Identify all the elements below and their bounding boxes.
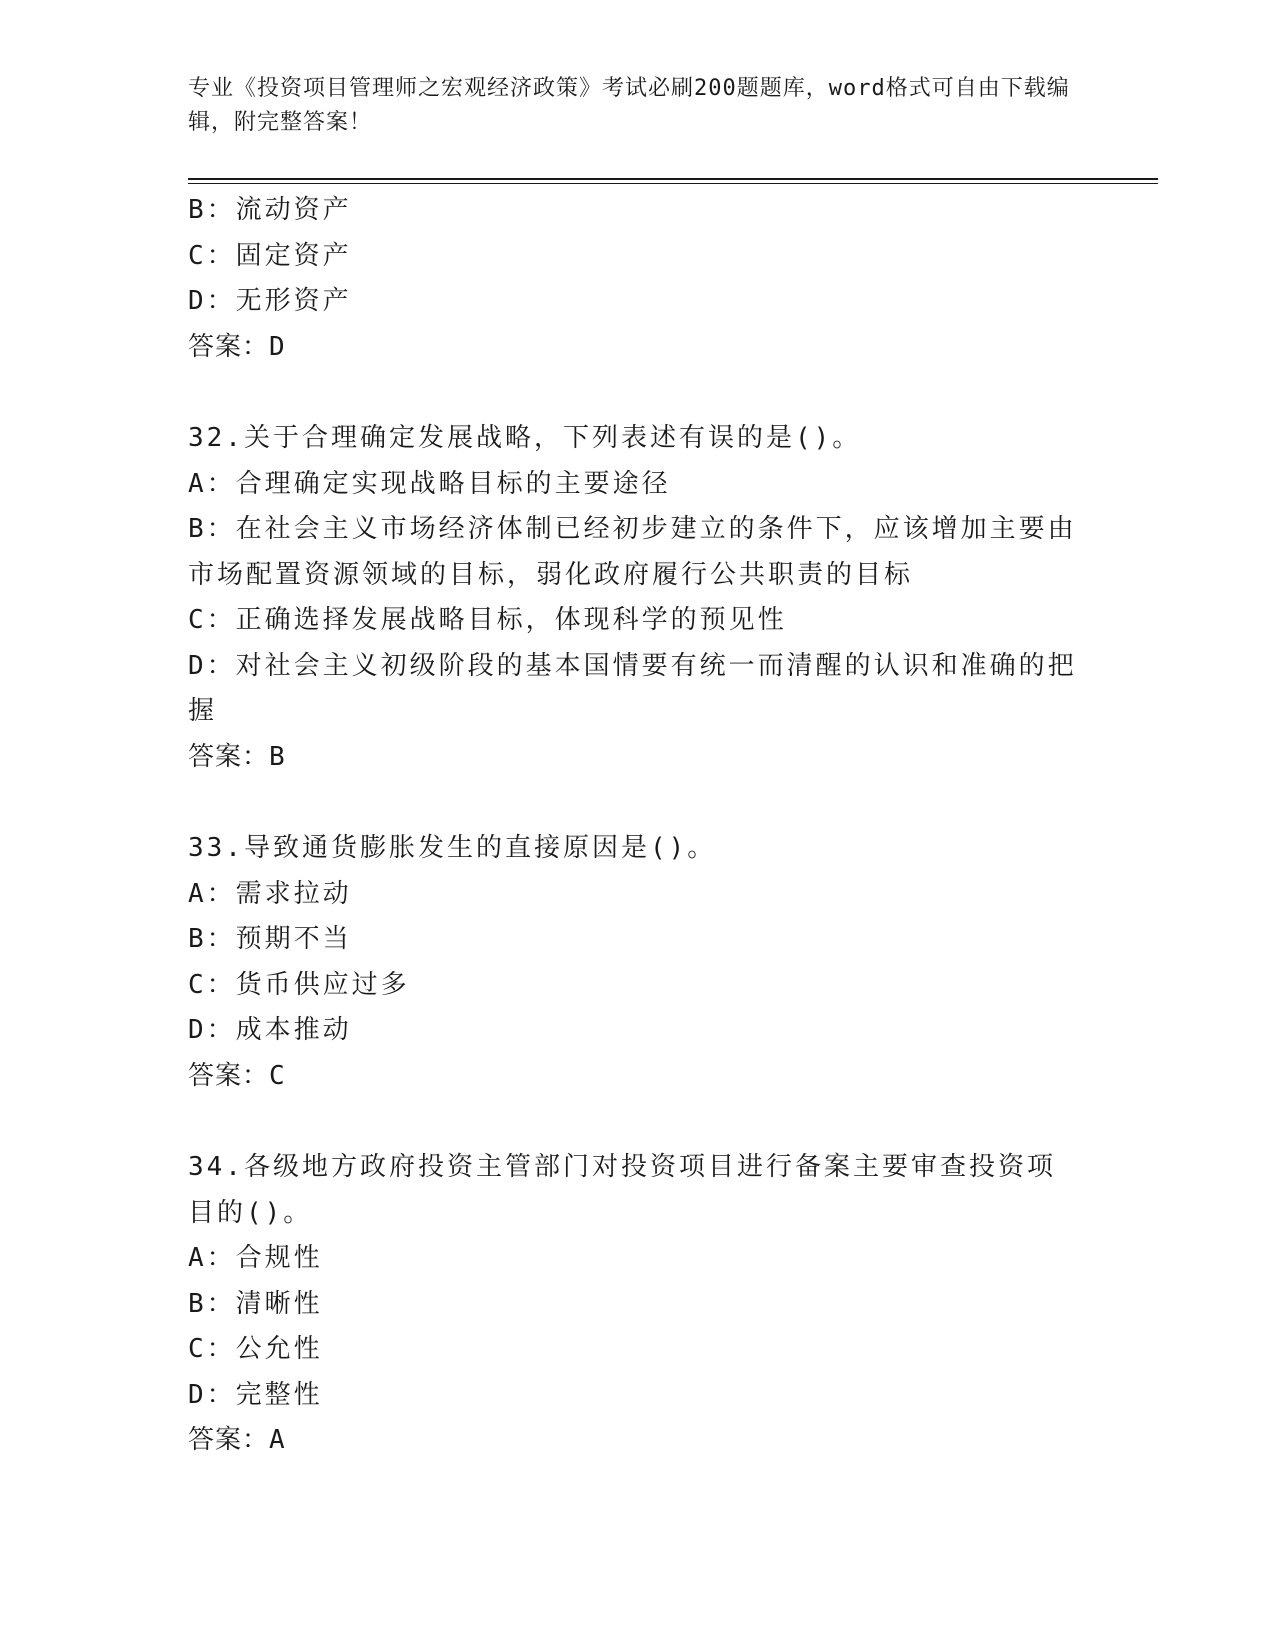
- option-a: A：需求拉动: [188, 878, 352, 909]
- option-a: A：合规性: [188, 1243, 323, 1273]
- question-32: [188, 416, 1078, 780]
- answer: 答案：C: [188, 1060, 286, 1091]
- option-d: D：成本推动: [188, 1015, 352, 1045]
- question-31-tail: [188, 188, 1078, 370]
- answer: 答案：A: [188, 1425, 286, 1455]
- question-content: [188, 188, 1078, 1464]
- option-c: C：公允性: [188, 1334, 323, 1364]
- answer: 答案：B: [188, 741, 286, 772]
- option-d: D：对社会主义初级阶段的基本国情要有统一而清醒的认识和准确的把握: [188, 650, 1077, 726]
- question-stem: 34.各级地方政府投资主管部门对投资项目进行备案主要审查投资项目的()。: [188, 1152, 1056, 1228]
- spacer: [188, 370, 1078, 416]
- header-divider-thin: [188, 183, 1158, 184]
- spacer: [188, 780, 1078, 826]
- option-b: B：在社会主义市场经济体制已经初步建立的条件下，应该增加主要由市场配置资源领域的目标，弱化政府履行公共职责的目标: [188, 514, 1077, 590]
- question-34: [188, 1145, 1078, 1464]
- option-b: B：流动资产: [188, 195, 352, 225]
- question-stem: 33.导致通货膨胀发生的直接原因是()。: [188, 833, 717, 863]
- question-33: [188, 826, 1078, 1099]
- option-c: C：固定资产: [188, 240, 352, 271]
- spacer: [188, 1099, 1078, 1145]
- option-b: B：清晰性: [188, 1288, 323, 1319]
- option-c: C：货币供应过多: [188, 969, 410, 1000]
- option-b: B：预期不当: [188, 924, 352, 954]
- question-stem: 32.关于合理确定发展战略，下列表述有误的是()。: [188, 423, 862, 453]
- option-d: D：无形资产: [188, 286, 352, 316]
- option-d: D：完整性: [188, 1379, 323, 1410]
- document-header: 专业《投资项目管理师之宏观经济政策》考试必刷200题题库，word格式可自由下载编辑，附完整答案！: [188, 76, 1070, 135]
- header-divider-thick: [188, 178, 1158, 180]
- answer: 答案：D: [188, 331, 286, 362]
- option-a: A：合理确定实现战略目标的主要途径: [188, 468, 671, 499]
- option-c: C：正确选择发展战略目标，体现科学的预见性: [188, 605, 787, 635]
